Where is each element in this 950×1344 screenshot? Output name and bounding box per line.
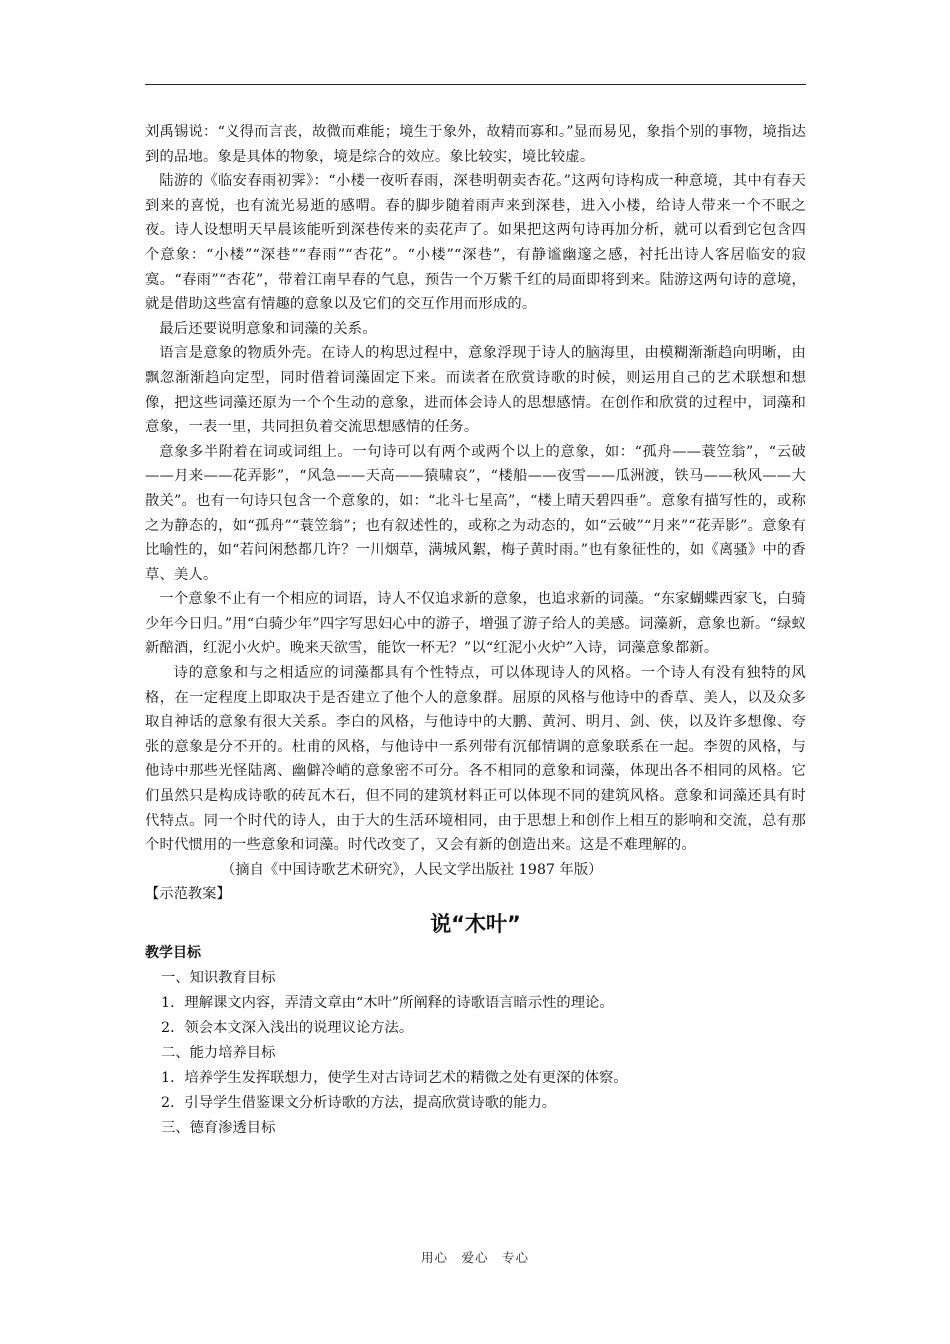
source-citation: （摘自《中国诗歌艺术研究》，人民文学出版社 1987 年版） xyxy=(221,861,603,878)
goal-ability-item-2: 2．引导学生借鉴课文分析诗歌的方法，提高欣赏诗歌的能力。 xyxy=(161,1095,557,1111)
document-body xyxy=(145,120,806,1141)
page-footer: 用心 爱心 专心 xyxy=(420,1250,529,1265)
goal-knowledge-item-1: 1．理解课文内容，弄清文章由“木叶”所阐释的诗歌语言暗示性的理论。 xyxy=(161,995,614,1011)
paragraph-poet-style: 诗的意象和与之相适应的词藻都具有个性特点，可以体现诗人的风格。一个诗人有没有独特的风格，在一定程度上即取决于是否建立了他个人的意象群。屈原的风格与他诗中的香草、美人，以及众多取自神话的意象有很大关系。李白的风格，与他诗中的大鹏、黄河、明月、剑、侠，以及许多想像、夸张的意象是分不开的。杜甫的风格，与他诗中一系列带有沉郁情调的意象联系在一起。李贺的风格，与他诗中那些光怪陆离、幽僻冷峭的意象密不可分。各不相同的意象和词藻，体现出各不相同的风格。它们虽然只是构成诗歌的砖瓦木石，但不同的建筑材料正可以体现不同的建筑风格。意象和词藻还具有时代特点。同一个时代的诗人，由于大的生活环境相同，由于思想上和创作上相互的影响和交流，总有那个时代惯用的一些意象和词藻。时代改变了，又会有新的创造出来。这是不难理解的。 xyxy=(145,665,806,854)
header-rule xyxy=(145,84,806,85)
paragraph-imagery-words: 意象多半附着在词或词组上。一句诗可以有两个或两个以上的意象，如：“孤舟——蓑笠翁”，“云破——月来——花弄影”，“风急——天高——猿啸哀”，“楼船——夜雪——瓜洲渡，铁马——秋风——大散关”。也有一句诗只包含一个意象的，如：“北斗七星高”，“楼上晴天碧四垂”。意象有描写性的，或称之为静态的，如“孤舟”“蓑笠翁”；也有叙述性的，或称之为动态的，如“云破”“月来”“花弄影”。意象有比喻性的，如“若问闲愁都几许？一川烟草，满城风絮，梅子黄时雨。”也有象征性的，如《离骚》中的香草、美人。 xyxy=(145,443,806,583)
goal-moral-heading: 三、德育渗透目标 xyxy=(161,1120,276,1136)
teaching-goals-heading: 教学目标 xyxy=(145,945,201,961)
goal-ability-heading: 二、能力培养目标 xyxy=(161,1045,276,1061)
goal-ability-item-1: 1．培养学生发挥联想力，使学生对古诗词艺术的精微之处有更深的体察。 xyxy=(161,1070,628,1086)
paragraph-language-shell: 语言是意象的物质外壳。在诗人的构思过程中，意象浮现于诗人的脑海里，由模糊渐渐趋向明晰，由飘忽渐渐趋向定型，同时借着词藻固定下来。而读者在欣赏诗歌的时候，则运用自己的艺术联想和想像，把这些词藻还原为一个个生动的意象，进而体会诗人的思想感情。在创作和欣赏的过程中，词藻和意象，一表一里，共同担负着交流思想感情的任务。 xyxy=(145,345,806,436)
goal-knowledge-item-2: 2．领会本文深入浅出的说理议论方法。 xyxy=(161,1020,414,1036)
paragraph-lu-you: 陆游的《临安春雨初霁》：“小楼一夜听春雨，深巷明朝卖杏花。”这两句诗构成一种意境，其中有春天到来的喜悦，也有流光易逝的感喟。春的脚步随着雨声来到深巷，进入小楼，给诗人带来一个不眠之夜。诗人设想明天早晨该能听到深巷传来的卖花声了。如果把这两句诗再加分析，就可以看到它包含四个意象：“小楼”“深巷”“春雨”“杏花”。“小楼”“深巷”，有静谧幽邃之感，衬托出诗人客居临安的寂寞。“春雨”“杏花”，带着江南早春的气息，预告一个万紫千红的局面即将到来。陆游这两句诗的意境，就是借助这些富有情趣的意象以及它们的交互作用而形成的。 xyxy=(145,173,806,313)
section-label: 【示范教案】 xyxy=(145,886,231,903)
paragraph-imagery-diction-intro: 最后还要说明意象和词藻的关系。 xyxy=(159,320,377,337)
goal-knowledge-heading: 一、知识教育目标 xyxy=(161,970,276,986)
paragraph-liu-yuxi: 刘禹锡说：“义得而言丧，故微而难能；境生于象外，故精而寡和。”显而易见，象指个别的事物，境指达到的品地。象是具体的物象，境是综合的效应。象比较实，境比较虚。 xyxy=(145,124,806,165)
paragraph-new-diction: 一个意象不止有一个相应的词语，诗人不仅追求新的意象，也追求新的词藻。“东家蝴蝶西家飞，白骑少年今日归。”用“白骑少年”四字写思妇心中的游子，增强了游子给人的美感。词藻新，意象也新。“绿蚁新醅酒，红泥小火炉。晚来天欲雪，能饮一杯无？”以“红泥小火炉”入诗，词藻意象都新。 xyxy=(145,591,806,657)
lesson-title: 说“木叶” xyxy=(430,912,521,936)
